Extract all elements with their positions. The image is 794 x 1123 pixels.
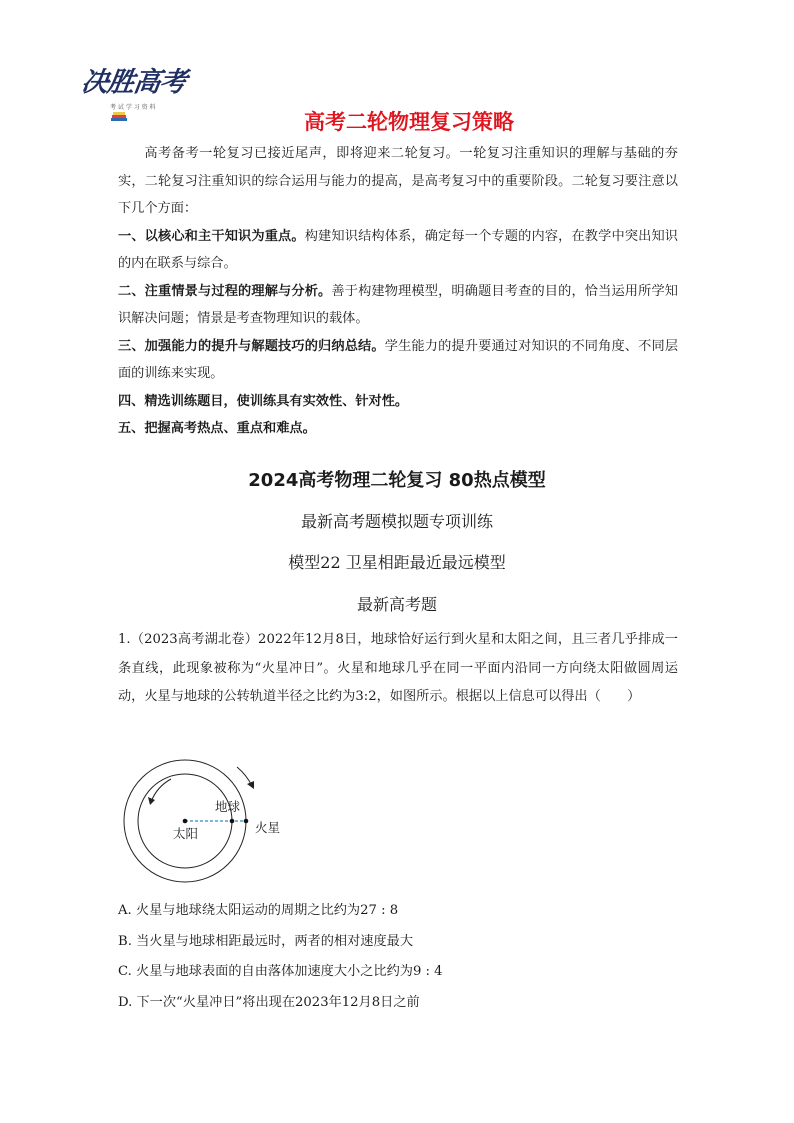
point-heading: 二、注重情景与过程的理解与分析。: [118, 283, 332, 299]
option-d[interactable]: D. 下一次“火星冲日”将出现在2023年12月8日之前: [118, 994, 420, 1010]
point-text: 善于构建物理模型，明确题目考查的目的，恰当运用所学知识解决问题；情景是考查物理知识的载体。: [118, 283, 678, 326]
option-c[interactable]: C. 火星与地球表面的自由落体加速度大小之比约为9 : 4: [118, 964, 443, 979]
section-heading: 2024高考物理二轮复习 80热点模型: [248, 470, 546, 491]
point-text: 学生能力的提升要通过对知识的不同角度、不同层面的训练来实现。: [118, 338, 679, 381]
point-heading: 四、精选训练题目，使训练具有实效性、针对性。: [118, 393, 409, 409]
orbit-diagram: [116, 752, 306, 902]
page-title: 高考二轮物理复习策略: [304, 110, 514, 134]
intro-point: [118, 278, 678, 333]
intro-paragraph: 高考备考一轮复习已接近尾声，即将迎来二轮复习。一轮复习注重知识的理解与基础的夯实，二轮复习注重知识的综合运用与能力的提高，是高考复习中的重要阶段。二轮复习要注意以下几个方面：: [118, 146, 678, 216]
point-text: 构建知识结构体系，确定每一个专题的内容，在教学中突出知识的内在联系与综合。: [118, 228, 678, 271]
intro-point: [118, 388, 678, 416]
model-title: 模型22 卫星相距最近最远模型: [288, 553, 506, 572]
logo-text: 决胜高考: [79, 67, 188, 98]
part-title: 最新高考题: [356, 595, 437, 614]
intro-section: [118, 140, 678, 443]
sun-dot: [183, 819, 188, 824]
earth-dot: [230, 819, 235, 824]
intro-point: [118, 333, 678, 388]
point-heading: 一、以核心和主干知识为重点。: [118, 228, 305, 244]
question-stem: [118, 626, 678, 712]
point-heading: 三、加强能力的提升与解题技巧的归纳总结。: [118, 338, 385, 354]
question-text: 1.（2023高考湖北卷）2022年12月8日，地球恰好运行到火星和太阳之间，且三者几乎排成一条直线，此现象被称为“火星冲日”。火星和地球几乎在同一平面内沿同一方向绕太阳做圆周运动，火星与地球的公转轨道半径之比约为3:2，如图所示。根据以上信息可以得出（ ）: [118, 632, 678, 704]
sun-label: 太阳: [173, 826, 199, 841]
intro-point: [118, 415, 678, 443]
logo-subtitle: 考 试 学 习 资 料: [110, 104, 156, 111]
arrowhead-icon: [148, 797, 155, 805]
mars-dot: [244, 819, 249, 824]
point-heading: 五、把握高考热点、重点和难点。: [118, 421, 316, 436]
option-b[interactable]: B. 当火星与地球相距最远时，两者的相对速度最大: [118, 933, 414, 949]
earth-orbit-arrow: [151, 779, 171, 802]
section-subheading: 最新高考题模拟题专项训练: [300, 512, 493, 531]
mars-label: 火星: [255, 820, 281, 835]
earth-label: 地球: [215, 799, 241, 814]
option-a[interactable]: A. 火星与地球绕太阳运动的周期之比约为27 : 8: [118, 903, 399, 918]
intro-point: [118, 223, 678, 278]
answer-options: [118, 896, 678, 1018]
